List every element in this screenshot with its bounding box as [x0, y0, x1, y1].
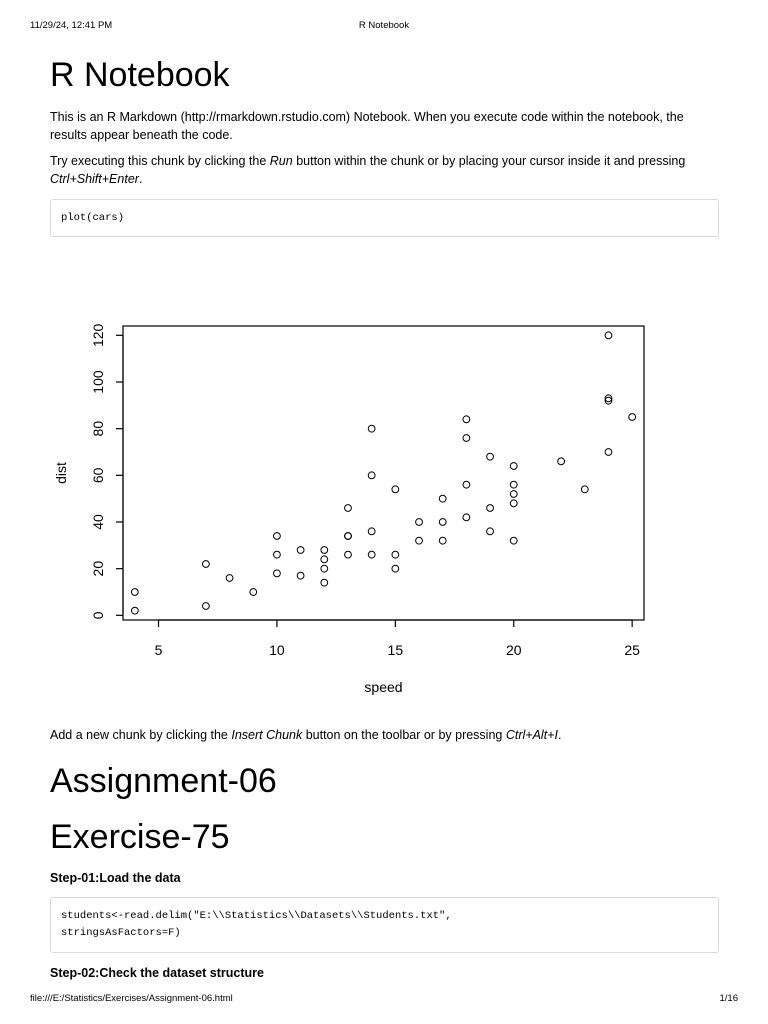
data-point — [605, 449, 612, 456]
data-point — [297, 572, 304, 579]
data-point — [321, 565, 328, 572]
data-point — [439, 519, 446, 526]
x-tick-label: 10 — [269, 642, 285, 658]
heading-exercise: Exercise-75 — [50, 818, 230, 856]
scatter-plot — [50, 300, 719, 710]
insert-chunk-emphasis: Insert Chunk — [231, 728, 303, 742]
print-page-title: R Notebook — [358, 20, 410, 31]
x-tick-label: 15 — [387, 642, 404, 658]
notebook-content — [50, 52, 719, 237]
code-chunk-load[interactable] — [50, 897, 719, 953]
intro-paragraph: This is an R Markdown (http://rmarkdown.rstudio.com) Notebook. When you execute code within the notebook, the results appear beneath the code. — [50, 110, 684, 142]
y-tick-label: 80 — [90, 420, 106, 437]
data-point — [416, 537, 423, 544]
try-text-2: button within the chunk or by placing your cursor inside it and pressing — [292, 154, 686, 168]
data-point — [274, 533, 281, 540]
shortcut-emphasis: Ctrl+Shift+Enter — [50, 172, 139, 186]
data-point — [581, 486, 588, 493]
data-point — [487, 505, 494, 512]
add-shortcut-emphasis: Ctrl+Alt+I — [505, 728, 558, 742]
data-point — [202, 603, 209, 610]
data-point — [131, 589, 138, 596]
scatter-plot-svg — [50, 300, 719, 710]
y-tick-label: 20 — [90, 560, 106, 577]
code-line: students<-read.delim("E:\\Statistics\\Datasets\\Students.txt", — [61, 910, 452, 922]
data-point — [463, 416, 470, 423]
add-text-2: button on the toolbar or by pressing — [302, 728, 506, 742]
add-text-3: . — [557, 728, 562, 742]
data-point — [558, 458, 565, 465]
y-tick-label: 100 — [90, 370, 106, 394]
data-point — [368, 472, 375, 479]
data-point — [510, 463, 517, 470]
x-tick-label: 20 — [505, 642, 522, 658]
y-tick-label: 40 — [90, 514, 106, 530]
data-point — [131, 607, 138, 614]
data-point — [368, 528, 375, 535]
notebook-content-lower — [50, 726, 719, 981]
add-text-1: Add a new chunk by clicking the — [50, 728, 232, 742]
step1-heading: Step-01:Load the data — [50, 871, 181, 885]
y-tick-label: 0 — [90, 611, 106, 620]
data-point — [321, 547, 328, 554]
print-header — [30, 20, 738, 34]
data-point — [345, 551, 352, 558]
page-title: R Notebook — [50, 56, 230, 94]
data-point — [297, 547, 304, 554]
plot-frame — [123, 326, 644, 620]
data-point — [368, 425, 375, 432]
data-point — [368, 551, 375, 558]
step2-heading: Step-02:Check the dataset structure — [50, 966, 264, 980]
data-point — [463, 435, 470, 442]
data-point — [463, 481, 470, 488]
data-point — [510, 537, 517, 544]
data-point — [439, 495, 446, 502]
data-point — [392, 565, 399, 572]
data-point — [321, 556, 328, 563]
x-axis-title: speed — [364, 679, 403, 695]
data-point — [510, 500, 517, 507]
data-point — [392, 486, 399, 493]
print-page-number: 1/16 — [719, 993, 738, 1004]
heading-assignment: Assignment-06 — [50, 762, 277, 800]
data-point — [629, 414, 636, 421]
data-point — [202, 561, 209, 568]
data-point — [439, 537, 446, 544]
data-point — [345, 505, 352, 512]
data-point — [321, 579, 328, 586]
run-emphasis: Run — [269, 154, 293, 168]
data-point — [510, 481, 517, 488]
data-point — [605, 332, 612, 339]
print-datetime: 11/29/24, 12:41 PM — [30, 20, 113, 31]
y-tick-label: 120 — [90, 323, 106, 348]
data-point — [392, 551, 399, 558]
try-text-1: Try executing this chunk by clicking the — [50, 154, 270, 168]
code-line: stringsAsFactors=F) — [61, 927, 181, 939]
y-axis-title: dist — [53, 462, 69, 484]
data-point — [226, 575, 233, 582]
data-point — [510, 491, 517, 498]
x-tick-label: 25 — [624, 642, 640, 658]
data-point — [487, 528, 494, 535]
data-point — [487, 453, 494, 460]
data-point — [416, 519, 423, 526]
data-point — [274, 570, 281, 577]
add-chunk-paragraph — [50, 726, 719, 744]
y-tick-label: 60 — [90, 467, 106, 484]
print-footer — [30, 993, 738, 1007]
data-point — [274, 551, 281, 558]
try-paragraph — [50, 152, 719, 188]
try-text-3: . — [138, 172, 143, 186]
x-tick-label: 5 — [154, 642, 163, 658]
data-point — [463, 514, 470, 521]
data-point — [250, 589, 257, 596]
print-file-path: file:///E:/Statistics/Exercises/Assignment-06.html — [30, 993, 233, 1004]
data-point — [345, 533, 352, 540]
code-chunk-plot[interactable]: plot(cars) — [50, 199, 719, 237]
